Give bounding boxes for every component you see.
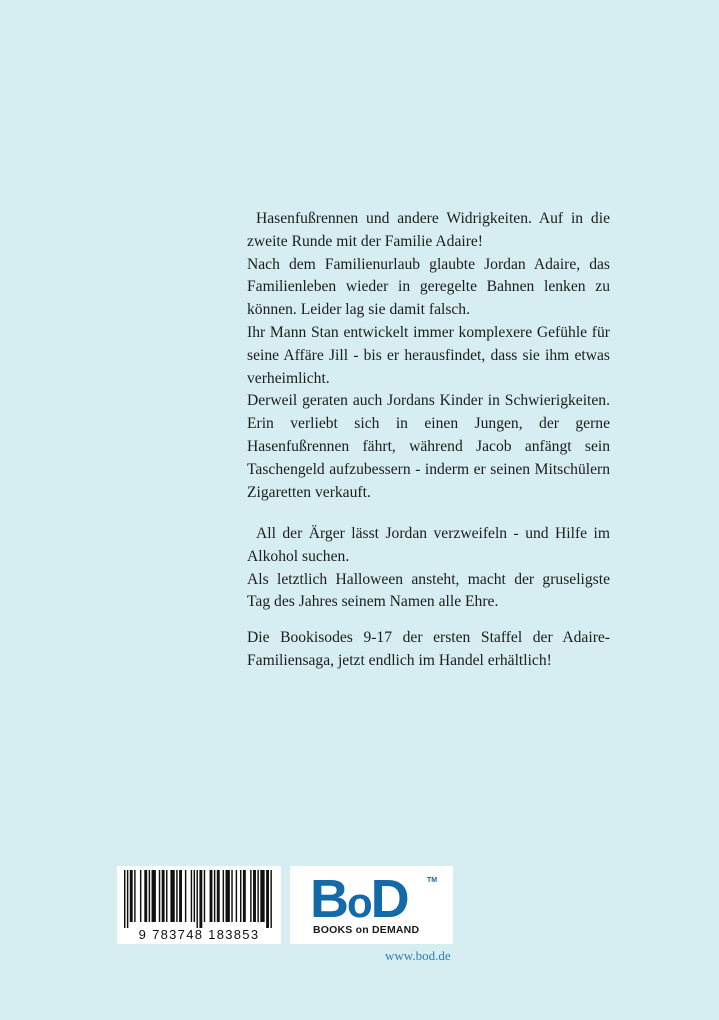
barcode-bar: [191, 870, 192, 922]
barcode-bar: [231, 870, 232, 922]
barcode-bar: [127, 870, 128, 928]
barcode-bar: [149, 870, 150, 922]
barcode-bar: [152, 870, 156, 922]
blurb-paragraph: Hasenfußrennen und andere Widrigkeiten. Auf in die zweite Runde mit der Familie Adaire!: [247, 210, 610, 250]
publisher-tagline: BOOKS on DEMAND: [313, 924, 420, 936]
barcode-icon: [122, 870, 276, 928]
barcode-bar: [253, 870, 256, 922]
barcode-bar: [197, 870, 198, 928]
barcode-bar: [134, 870, 135, 922]
isbn-barcode: [117, 866, 281, 944]
barcode-bar: [257, 870, 258, 922]
barcode-bar: [250, 870, 251, 922]
barcode-bar: [144, 870, 147, 922]
barcode-bar: [217, 870, 220, 922]
blurb-paragraph: Derweil geraten auch Jordans Kinder in Schwierigkeiten. Erin verliebt sich in einen Jungen, der gerne Hasenfußrennen fährt, während Jacob anfängt sein Taschengeld aufzubessern - inderm er seinen Mitschülern Zigaretten verkauft.: [247, 392, 610, 501]
blurb-paragraph: All der Ärger lässt Jordan verzweifeln - und Hilfe im Alkohol suchen.: [247, 525, 610, 565]
barcode-bar: [124, 870, 125, 928]
blurb-paragraph: Ihr Mann Stan entwickelt immer komplexere Gefühle für seine Affäre Jill - bis er herausfindet, dass sie ihm etwas verheimlicht.: [247, 323, 610, 387]
trademark-mark: TM: [427, 877, 438, 884]
barcode-bar: [166, 870, 167, 922]
blurb-paragraph: Als letztlich Halloween ansteht, macht der gruseligste Tag des Jahres seinem Namen alle Ehre.: [247, 570, 610, 611]
barcode-bar: [243, 870, 246, 922]
blurb-section-2: [247, 523, 610, 614]
blurb-section-3: [247, 627, 610, 673]
barcode-bar: [236, 870, 237, 922]
barcode-bar: [226, 870, 230, 922]
publisher-website-link[interactable]: www.bod.de: [385, 948, 451, 963]
barcode-bar: [185, 870, 186, 922]
barcode-bar: [162, 870, 165, 922]
isbn-number: 9 783748 183853: [138, 927, 260, 942]
barcode-bar: [194, 870, 195, 922]
blurb-section-1: [247, 208, 610, 504]
barcode-bar: [204, 870, 205, 922]
blurb-paragraph: Die Bookisodes 9-17 der ersten Staffel der Adaire-Familiensaga, jetzt endlich im Handel erhältlich!: [247, 629, 610, 669]
blurb-paragraph: Nach dem Familienurlaub glaubte Jordan Adaire, das Familienleben wieder in geregelte Bahnen lenken zu können. Leider lag sie damit falsch.: [247, 255, 610, 319]
bod-logo-icon: BoD: [310, 869, 408, 929]
barcode-bar: [170, 870, 174, 922]
barcode-bar: [199, 870, 202, 928]
barcode-bar: [159, 870, 160, 922]
publisher-logo: [290, 866, 453, 944]
barcode-bar: [270, 870, 271, 928]
barcode-bar: [240, 870, 241, 922]
barcode-bar: [130, 870, 133, 922]
barcode-bar: [176, 870, 177, 922]
barcode-bar: [179, 870, 182, 922]
barcode-bar: [214, 870, 215, 922]
barcode-bar: [223, 870, 224, 922]
barcode-bar: [266, 870, 269, 928]
barcode-bar: [260, 870, 264, 922]
barcode-bar: [140, 870, 141, 922]
barcode-bar: [210, 870, 213, 922]
